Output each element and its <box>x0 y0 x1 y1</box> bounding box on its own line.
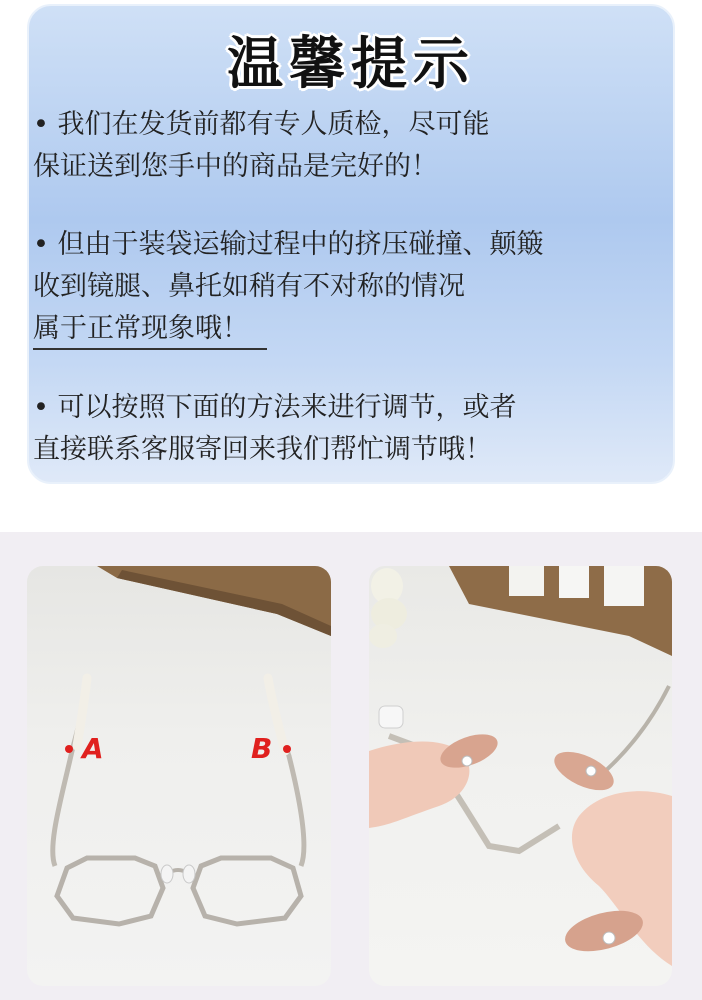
notice-paragraph-1 <box>33 104 653 188</box>
temple-wire <box>594 686 669 781</box>
glasses-photo-left <box>27 566 331 986</box>
notice-line: 直接联系客服寄回来我们帮忙调节哦！ <box>33 434 492 465</box>
notice-paragraph-2 <box>33 224 653 350</box>
marker-dot-a <box>65 745 73 753</box>
marker-label-a: A <box>82 732 104 765</box>
glasses-illustration <box>27 566 331 986</box>
notice-line: • 但由于装袋运输过程中的挤压碰撞、颠簸 <box>33 229 544 260</box>
glasses-photo-right <box>369 566 672 986</box>
lens-right <box>193 858 301 924</box>
notice-line: • 我们在发货前都有专人质检，尽可能 <box>33 109 490 140</box>
lens-left <box>57 858 163 924</box>
notice-line: • 可以按照下面的方法来进行调节，或者 <box>33 392 517 423</box>
marker-label-b: B <box>251 732 273 765</box>
marker-dot-b <box>283 745 291 753</box>
notice-line: 保证送到您手中的商品是完好的！ <box>33 151 438 182</box>
notice-underlined-line: 属于正常现象哦！ <box>33 310 267 350</box>
hands-adjusting-illustration <box>369 566 672 986</box>
notice-title: 温馨提示 <box>227 32 475 97</box>
notice-paragraph-3 <box>33 387 653 471</box>
notice-line: 收到镜腿、鼻托如稍有不对称的情况 <box>33 271 465 302</box>
